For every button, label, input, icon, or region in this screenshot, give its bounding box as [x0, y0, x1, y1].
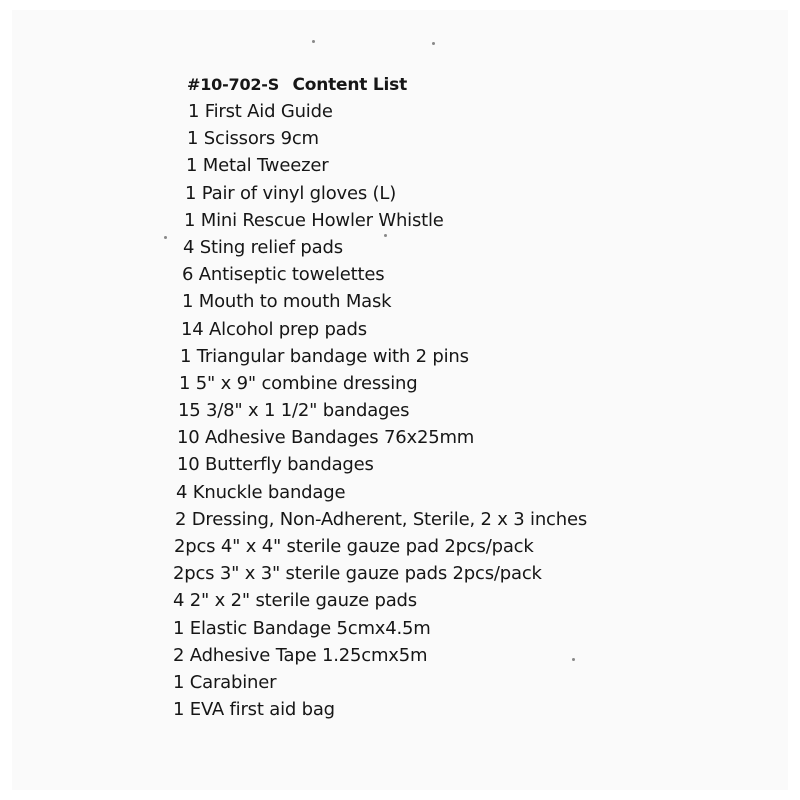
list-item: 1 EVA first aid bag	[173, 699, 335, 721]
list-item: 1 First Aid Guide	[188, 101, 333, 122]
list-item: 1 Scissors 9cm	[187, 128, 319, 150]
list-item: 1 Metal Tweezer	[186, 155, 329, 177]
list-header	[187, 72, 587, 98]
speck	[312, 40, 315, 43]
list-item: 15 3/8" x 1 1/2" bandages	[178, 400, 410, 422]
speck	[164, 236, 167, 239]
list-item: 1 Carabiner	[173, 671, 277, 693]
list-item: 1 5" x 9" combine dressing	[179, 372, 418, 394]
list-title: Content List	[292, 75, 408, 95]
list-item: 2pcs 4" x 4" sterile gauze pad 2pcs/pack	[174, 536, 534, 557]
list-item: 1 Mini Rescue Howler Whistle	[184, 209, 444, 231]
list-item: 10 Adhesive Bandages 76x25mm	[177, 427, 475, 449]
list-item: 1 Pair of vinyl gloves (L)	[185, 182, 397, 204]
list-item: 1 Triangular bandage with 2 pins	[180, 345, 469, 367]
list-item: 14 Alcohol prep pads	[181, 318, 367, 340]
list-item: 4 Sting relief pads	[183, 236, 343, 258]
list-item: 4 2" x 2" sterile gauze pads	[173, 590, 417, 612]
list-item: 2 Adhesive Tape 1.25cmx5m	[173, 644, 428, 666]
content-list	[173, 72, 587, 723]
list-item: 2pcs 3" x 3" sterile gauze pads 2pcs/pack	[173, 563, 542, 585]
list-item: 4 Knuckle bandage	[176, 481, 346, 503]
list-item: 1 Elastic Bandage 5cmx4.5m	[173, 617, 431, 639]
list-item: 2 Dressing, Non-Adherent, Sterile, 2 x 3 inches	[175, 508, 587, 530]
speck	[432, 42, 435, 45]
product-code: #10-702-S	[187, 75, 280, 94]
item-list	[173, 98, 587, 723]
list-item: 1 Mouth to mouth Mask	[182, 291, 392, 313]
list-item: 6 Antiseptic towelettes	[182, 264, 385, 286]
list-item: 10 Butterfly bandages	[177, 454, 374, 476]
